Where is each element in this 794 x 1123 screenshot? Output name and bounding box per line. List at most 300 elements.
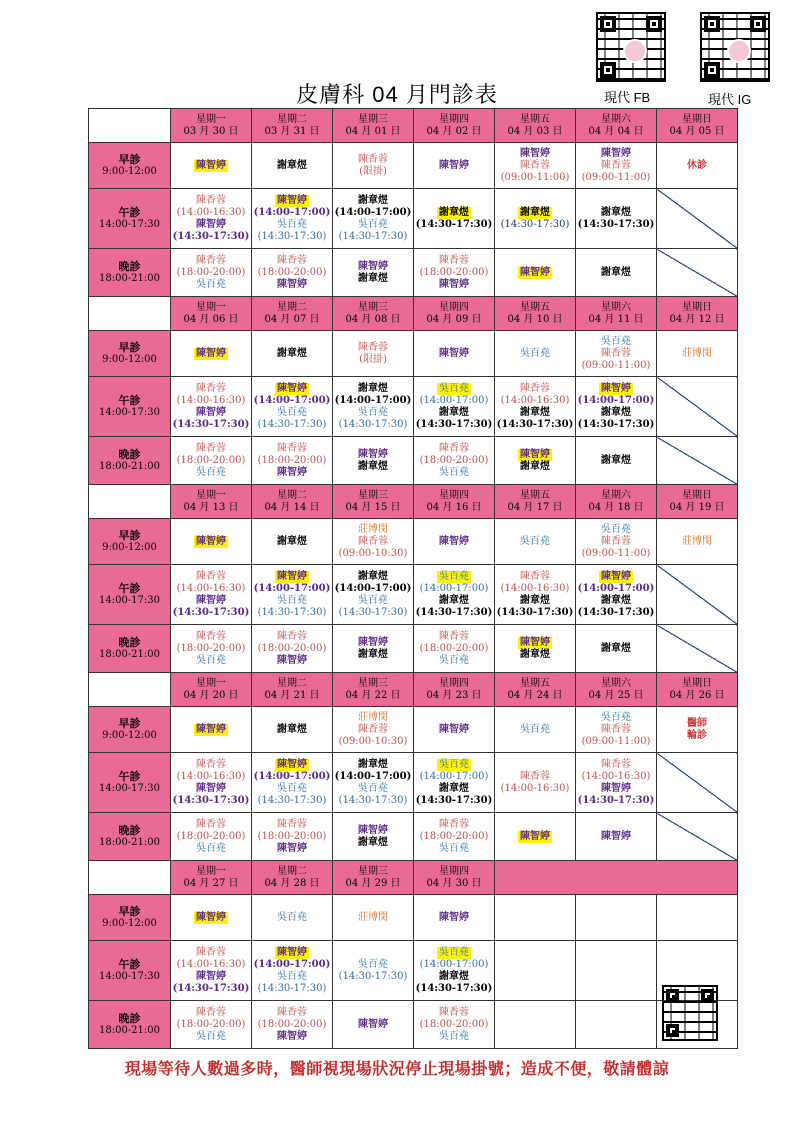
doctor-name: 陳智婷 xyxy=(196,782,226,794)
doctor-name: 陳香蓉 xyxy=(520,159,550,171)
doctor-name: 莊博閔 xyxy=(358,523,388,535)
date-label: 03 月 31 日 xyxy=(264,125,320,137)
time-range: (限掛) xyxy=(359,353,387,365)
week-header-row xyxy=(89,109,738,143)
doctor-name: 吳百堯 xyxy=(439,842,469,854)
day-header xyxy=(171,673,252,707)
time-range: (18:00-20:00) xyxy=(176,266,246,278)
weekday-label: 星期六 xyxy=(601,489,631,501)
week-header-row xyxy=(89,861,738,895)
schedule-cell xyxy=(414,813,495,861)
doctor-name: 陳智婷 xyxy=(196,911,226,923)
doctor-name: 謝章煜 xyxy=(358,758,388,770)
schedule-cell xyxy=(252,565,333,625)
time-range: (14:30-17:30) xyxy=(172,418,250,430)
doctor-name: 謝章煜 xyxy=(601,266,631,278)
day-header xyxy=(414,861,495,895)
slot-row xyxy=(89,565,738,625)
doctor-name: 陳香蓉 xyxy=(196,570,226,582)
date-label: 04 月 20 日 xyxy=(183,689,239,701)
slot-row xyxy=(89,895,738,941)
doctor-name: 陳智婷 xyxy=(196,970,226,982)
schedule-cell xyxy=(495,189,576,249)
schedule-cell xyxy=(333,331,414,377)
day-header xyxy=(576,109,657,143)
blank-cell xyxy=(89,861,171,895)
schedule-cell xyxy=(495,707,576,753)
schedule-cell xyxy=(495,249,576,297)
empty-header-fill xyxy=(495,861,738,895)
time-range: (09:00-11:00) xyxy=(500,171,570,183)
empty-cell xyxy=(576,895,657,941)
session-name: 早診 xyxy=(118,716,141,730)
time-range: (14:30-17:30) xyxy=(257,230,327,242)
doctor-name: 陳香蓉 xyxy=(601,723,631,735)
date-label: 04 月 11 日 xyxy=(588,313,644,325)
session-label xyxy=(89,565,171,625)
doctor-name: 陳香蓉 xyxy=(439,630,469,642)
weekday-label: 星期二 xyxy=(277,489,307,501)
session-label xyxy=(89,377,171,437)
date-label: 04 月 28 日 xyxy=(264,877,320,889)
date-label: 04 月 03 日 xyxy=(507,125,563,137)
date-label: 04 月 16 日 xyxy=(426,501,482,513)
doctor-name: 吳百堯 xyxy=(196,278,226,290)
doctor-name: 陳香蓉 xyxy=(439,1006,469,1018)
doctor-name: 陳智婷 xyxy=(358,636,388,648)
date-label: 04 月 18 日 xyxy=(588,501,644,513)
schedule-cell xyxy=(171,377,252,437)
time-range: (14:30-17:30) xyxy=(172,230,250,242)
weekday-label: 星期五 xyxy=(520,677,550,689)
doctor-name: 謝章煜 xyxy=(601,206,631,218)
time-range: (14:00-17:00) xyxy=(253,582,331,594)
time-range: (14:30-17:30) xyxy=(338,606,408,618)
doctor-name: 陳香蓉 xyxy=(277,442,307,454)
slot-row xyxy=(89,189,738,249)
day-header xyxy=(252,673,333,707)
weekday-label: 星期四 xyxy=(439,865,469,877)
slot-row xyxy=(89,1001,738,1049)
schedule-cell xyxy=(576,707,657,753)
instagram-qr-code-icon[interactable] xyxy=(700,12,770,82)
doctor-name: 陳香蓉 xyxy=(196,254,226,266)
closed-cell xyxy=(657,377,738,437)
time-range: (18:00-20:00) xyxy=(257,454,327,466)
session-time: 9:00-12:00 xyxy=(102,917,157,929)
day-header xyxy=(171,109,252,143)
doctor-name: 吳百堯 xyxy=(358,218,388,230)
weekday-label: 星期日 xyxy=(682,489,712,501)
date-label: 04 月 12 日 xyxy=(669,313,725,325)
time-range: (09:00-11:00) xyxy=(581,359,651,371)
schedule-cell xyxy=(414,519,495,565)
time-range: (14:00-17:00) xyxy=(253,770,331,782)
day-header xyxy=(333,109,414,143)
day-header xyxy=(171,861,252,895)
session-time: 18:00-21:00 xyxy=(98,272,160,284)
schedule-cell xyxy=(252,249,333,297)
session-label xyxy=(89,249,171,297)
doctor-name: 陳香蓉 xyxy=(439,442,469,454)
time-range: (09:00-11:00) xyxy=(581,735,651,747)
time-range: (18:00-20:00) xyxy=(176,642,246,654)
session-name: 晚診 xyxy=(118,823,141,837)
session-label xyxy=(89,813,171,861)
doctor-name: 吳百堯 xyxy=(439,654,469,666)
doctor-name: 吳百堯 xyxy=(196,654,226,666)
session-name: 早診 xyxy=(118,340,141,354)
doctor-name: 謝章煜 xyxy=(358,382,388,394)
time-range: (14:00-17:00) xyxy=(419,770,489,782)
time-range: (09:00-11:00) xyxy=(581,171,651,183)
doctor-name: 謝章煜 xyxy=(520,648,550,660)
schedule-cell xyxy=(171,707,252,753)
doctor-name: 陳智婷 xyxy=(277,654,307,666)
doctor-name: 陳香蓉 xyxy=(196,630,226,642)
date-label: 04 月 19 日 xyxy=(669,501,725,513)
weekday-label: 星期四 xyxy=(439,113,469,125)
schedule-cell xyxy=(333,189,414,249)
closed-cell xyxy=(657,565,738,625)
doctor-name: 陳智婷 xyxy=(277,946,307,958)
doctor-name: 莊博閔 xyxy=(682,535,712,547)
schedule-cell xyxy=(414,331,495,377)
date-label: 04 月 26 日 xyxy=(669,689,725,701)
weekday-label: 星期一 xyxy=(196,113,226,125)
empty-cell xyxy=(576,1001,657,1049)
day-header xyxy=(495,673,576,707)
doctor-name: 陳香蓉 xyxy=(358,535,388,547)
closed-cell xyxy=(657,753,738,813)
session-time: 9:00-12:00 xyxy=(102,165,157,177)
session-name: 晚診 xyxy=(118,1011,141,1025)
date-label: 04 月 15 日 xyxy=(345,501,401,513)
session-label xyxy=(89,753,171,813)
schedule-cell xyxy=(252,895,333,941)
weekday-label: 星期四 xyxy=(439,301,469,313)
schedule-cell xyxy=(414,941,495,1001)
doctor-name: 莊博閔 xyxy=(682,347,712,359)
day-header xyxy=(576,673,657,707)
week-header-row xyxy=(89,673,738,707)
schedule-cell xyxy=(657,331,738,377)
doctor-name: 陳智婷 xyxy=(601,830,631,842)
slot-row xyxy=(89,707,738,753)
time-range: (14:00-17:00) xyxy=(334,394,412,406)
time-range: (14:00-17:00) xyxy=(253,206,331,218)
closed-cell xyxy=(657,189,738,249)
session-label xyxy=(89,707,171,753)
time-range: (18:00-20:00) xyxy=(419,454,489,466)
schedule-cell xyxy=(252,625,333,673)
time-range: (14:30-17:30) xyxy=(577,606,655,618)
day-header xyxy=(333,485,414,519)
doctor-name: 吳百堯 xyxy=(277,406,307,418)
doctor-name: 陳香蓉 xyxy=(196,442,226,454)
doctor-name: 陳香蓉 xyxy=(196,1006,226,1018)
doctor-name: 謝章煜 xyxy=(358,272,388,284)
doctor-name: 謝章煜 xyxy=(358,194,388,206)
time-range: (14:30-17:30) xyxy=(172,982,250,994)
date-label: 04 月 29 日 xyxy=(345,877,401,889)
schedule-cell xyxy=(252,331,333,377)
session-time: 18:00-21:00 xyxy=(98,1024,160,1036)
time-range: (14:00-17:00) xyxy=(419,958,489,970)
day-header xyxy=(252,109,333,143)
doctor-name: 吳百堯 xyxy=(358,782,388,794)
doctor-name: 陳香蓉 xyxy=(439,818,469,830)
doctor-name: 陳香蓉 xyxy=(520,770,550,782)
schedule-cell xyxy=(576,189,657,249)
doctor-name: 陳智婷 xyxy=(277,570,307,582)
session-name: 晚診 xyxy=(118,447,141,461)
doctor-name: 吳百堯 xyxy=(439,570,469,582)
day-header xyxy=(414,109,495,143)
doctor-name: 謝章煜 xyxy=(520,460,550,472)
schedule-cell xyxy=(171,519,252,565)
schedule-cell xyxy=(495,813,576,861)
day-header xyxy=(657,673,738,707)
schedule-cell xyxy=(414,249,495,297)
day-header xyxy=(576,485,657,519)
day-header xyxy=(414,297,495,331)
blank-cell xyxy=(89,673,171,707)
date-label: 04 月 06 日 xyxy=(183,313,239,325)
schedule-cell xyxy=(333,895,414,941)
time-range: (09:00-10:30) xyxy=(338,735,408,747)
schedule-cell xyxy=(333,519,414,565)
schedule-cell xyxy=(414,625,495,673)
doctor-name: 謝章煜 xyxy=(520,406,550,418)
date-label: 04 月 13 日 xyxy=(183,501,239,513)
date-label: 04 月 17 日 xyxy=(507,501,563,513)
schedule-cell xyxy=(333,143,414,189)
time-range: (14:30-17:30) xyxy=(257,982,327,994)
time-range: (14:00-16:30) xyxy=(176,206,246,218)
session-name: 午診 xyxy=(118,393,141,407)
doctor-name: 陳香蓉 xyxy=(277,630,307,642)
day-header xyxy=(252,861,333,895)
date-label: 04 月 22 日 xyxy=(345,689,401,701)
session-name: 早診 xyxy=(118,152,141,166)
doctor-name: 謝章煜 xyxy=(601,406,631,418)
schedule-cell xyxy=(414,143,495,189)
weekday-label: 星期六 xyxy=(601,113,631,125)
schedule-cell xyxy=(576,625,657,673)
time-range: (14:00-16:30) xyxy=(176,958,246,970)
doctor-name: 吳百堯 xyxy=(358,594,388,606)
date-label: 04 月 14 日 xyxy=(264,501,320,513)
doctor-name: 吳百堯 xyxy=(520,723,550,735)
instagram-qr-label: 現代 IG xyxy=(708,92,752,107)
doctor-name: 輪診 xyxy=(687,729,707,741)
weekday-label: 星期二 xyxy=(277,301,307,313)
day-header xyxy=(657,109,738,143)
slot-row xyxy=(89,143,738,189)
schedule-cell xyxy=(495,331,576,377)
doctor-name: 陳智婷 xyxy=(196,594,226,606)
session-label xyxy=(89,1001,171,1049)
weekday-label: 星期三 xyxy=(358,865,388,877)
time-range: (14:30-17:30) xyxy=(338,418,408,430)
schedule-cell xyxy=(252,753,333,813)
doctor-name: 陳智婷 xyxy=(196,535,226,547)
time-range: (14:00-16:30) xyxy=(500,782,570,794)
blank-cell xyxy=(89,485,171,519)
session-name: 午診 xyxy=(118,205,141,219)
schedule-cell xyxy=(333,753,414,813)
day-header xyxy=(333,861,414,895)
schedule-cell xyxy=(414,707,495,753)
schedule-cell xyxy=(171,189,252,249)
schedule-cell xyxy=(495,753,576,813)
time-range: (14:30-17:30) xyxy=(500,218,570,230)
weekday-label: 星期二 xyxy=(277,865,307,877)
doctor-name: 陳智婷 xyxy=(196,347,226,359)
slot-row xyxy=(89,753,738,813)
date-label: 04 月 23 日 xyxy=(426,689,482,701)
doctor-name: 陳香蓉 xyxy=(358,341,388,353)
doctor-name: 吳百堯 xyxy=(277,594,307,606)
schedule-cell xyxy=(252,707,333,753)
time-range: (18:00-20:00) xyxy=(257,266,327,278)
schedule-cell xyxy=(333,565,414,625)
doctor-name: 謝章煜 xyxy=(601,642,631,654)
doctor-name: 吳百堯 xyxy=(277,911,307,923)
day-header xyxy=(495,297,576,331)
doctor-name: 陳香蓉 xyxy=(196,758,226,770)
doctor-name: 休診 xyxy=(687,159,707,171)
facebook-qr-code-icon[interactable] xyxy=(596,12,666,82)
doctor-name: 陳智婷 xyxy=(439,535,469,547)
closed-cell xyxy=(657,625,738,673)
weekday-label: 星期四 xyxy=(439,489,469,501)
schedule-cell xyxy=(333,1001,414,1049)
slot-row xyxy=(89,941,738,1001)
session-label xyxy=(89,895,171,941)
time-range: (14:30-17:30) xyxy=(577,418,655,430)
empty-cell xyxy=(495,895,576,941)
schedule-cell xyxy=(171,753,252,813)
doctor-name: 陳智婷 xyxy=(520,266,550,278)
time-range: (14:00-17:00) xyxy=(253,394,331,406)
doctor-name: 謝章煜 xyxy=(439,206,469,218)
bottom-qr-code-icon[interactable] xyxy=(662,985,718,1041)
day-header xyxy=(657,297,738,331)
time-range: (14:00-17:00) xyxy=(577,394,655,406)
date-label: 04 月 24 日 xyxy=(507,689,563,701)
doctor-name: 謝章煜 xyxy=(277,723,307,735)
doctor-name: 吳百堯 xyxy=(196,1030,226,1042)
blank-cell xyxy=(89,297,171,331)
time-range: (14:00-17:00) xyxy=(334,770,412,782)
time-range: (18:00-20:00) xyxy=(257,642,327,654)
closed-cell xyxy=(657,249,738,297)
session-name: 早診 xyxy=(118,904,141,918)
session-time: 14:00-17:30 xyxy=(98,594,160,606)
schedule-cell xyxy=(171,143,252,189)
doctor-name: 陳智婷 xyxy=(439,347,469,359)
doctor-name: 吳百堯 xyxy=(520,347,550,359)
session-time: 18:00-21:00 xyxy=(98,648,160,660)
slot-row xyxy=(89,249,738,297)
schedule-cell xyxy=(252,437,333,485)
schedule-cell xyxy=(657,707,738,753)
doctor-name: 吳百堯 xyxy=(601,711,631,723)
session-name: 午診 xyxy=(118,957,141,971)
schedule-cell xyxy=(171,565,252,625)
day-header xyxy=(414,673,495,707)
day-header xyxy=(171,485,252,519)
doctor-name: 陳智婷 xyxy=(439,159,469,171)
day-header xyxy=(576,297,657,331)
doctor-name: 陳香蓉 xyxy=(601,347,631,359)
empty-cell xyxy=(576,941,657,1001)
doctor-name: 陳智婷 xyxy=(277,466,307,478)
time-range: (14:00-16:30) xyxy=(176,770,246,782)
time-range: (14:30-17:30) xyxy=(415,982,493,994)
doctor-name: 陳香蓉 xyxy=(601,535,631,547)
schedule-cell xyxy=(576,249,657,297)
day-header xyxy=(495,485,576,519)
doctor-name: 莊博閔 xyxy=(358,711,388,723)
weekday-label: 星期二 xyxy=(277,113,307,125)
week-header-row xyxy=(89,297,738,331)
clinic-schedule-table xyxy=(88,108,738,1049)
doctor-name: 吳百堯 xyxy=(439,946,469,958)
session-time: 14:00-17:30 xyxy=(98,970,160,982)
schedule-cell xyxy=(171,625,252,673)
doctor-name: 陳智婷 xyxy=(439,278,469,290)
doctor-name: 陳智婷 xyxy=(601,147,631,159)
date-label: 04 月 25 日 xyxy=(588,689,644,701)
time-range: (09:00-11:00) xyxy=(581,547,651,559)
doctor-name: 陳智婷 xyxy=(277,278,307,290)
time-range: (14:00-17:00) xyxy=(334,206,412,218)
slot-row xyxy=(89,437,738,485)
schedule-cell xyxy=(333,249,414,297)
time-range: (14:30-17:30) xyxy=(172,794,250,806)
weekday-label: 星期日 xyxy=(682,113,712,125)
schedule-cell xyxy=(252,143,333,189)
weekday-label: 星期日 xyxy=(682,677,712,689)
doctor-name: 陳智婷 xyxy=(277,842,307,854)
session-time: 9:00-12:00 xyxy=(102,541,157,553)
weekday-label: 星期三 xyxy=(358,489,388,501)
doctor-name: 陳智婷 xyxy=(196,406,226,418)
doctor-name: 陳智婷 xyxy=(439,911,469,923)
doctor-name: 陳智婷 xyxy=(520,448,550,460)
doctor-name: 謝章煜 xyxy=(358,460,388,472)
day-header xyxy=(333,297,414,331)
schedule-cell xyxy=(576,143,657,189)
doctor-name: 謝章煜 xyxy=(358,836,388,848)
page-title: 皮膚科 04 月門診表 xyxy=(296,82,498,107)
time-range: (18:00-20:00) xyxy=(176,1018,246,1030)
schedule-cell xyxy=(495,565,576,625)
date-label: 04 月 05 日 xyxy=(669,125,725,137)
weekday-label: 星期五 xyxy=(520,301,550,313)
doctor-name: 陳香蓉 xyxy=(439,254,469,266)
doctor-name: 吳百堯 xyxy=(196,466,226,478)
weekday-label: 星期五 xyxy=(520,489,550,501)
time-range: (14:00-17:00) xyxy=(419,582,489,594)
weekday-label: 星期三 xyxy=(358,301,388,313)
time-range: (14:30-17:30) xyxy=(415,418,493,430)
doctor-name: 謝章煜 xyxy=(277,159,307,171)
doctor-name: 吳百堯 xyxy=(196,842,226,854)
